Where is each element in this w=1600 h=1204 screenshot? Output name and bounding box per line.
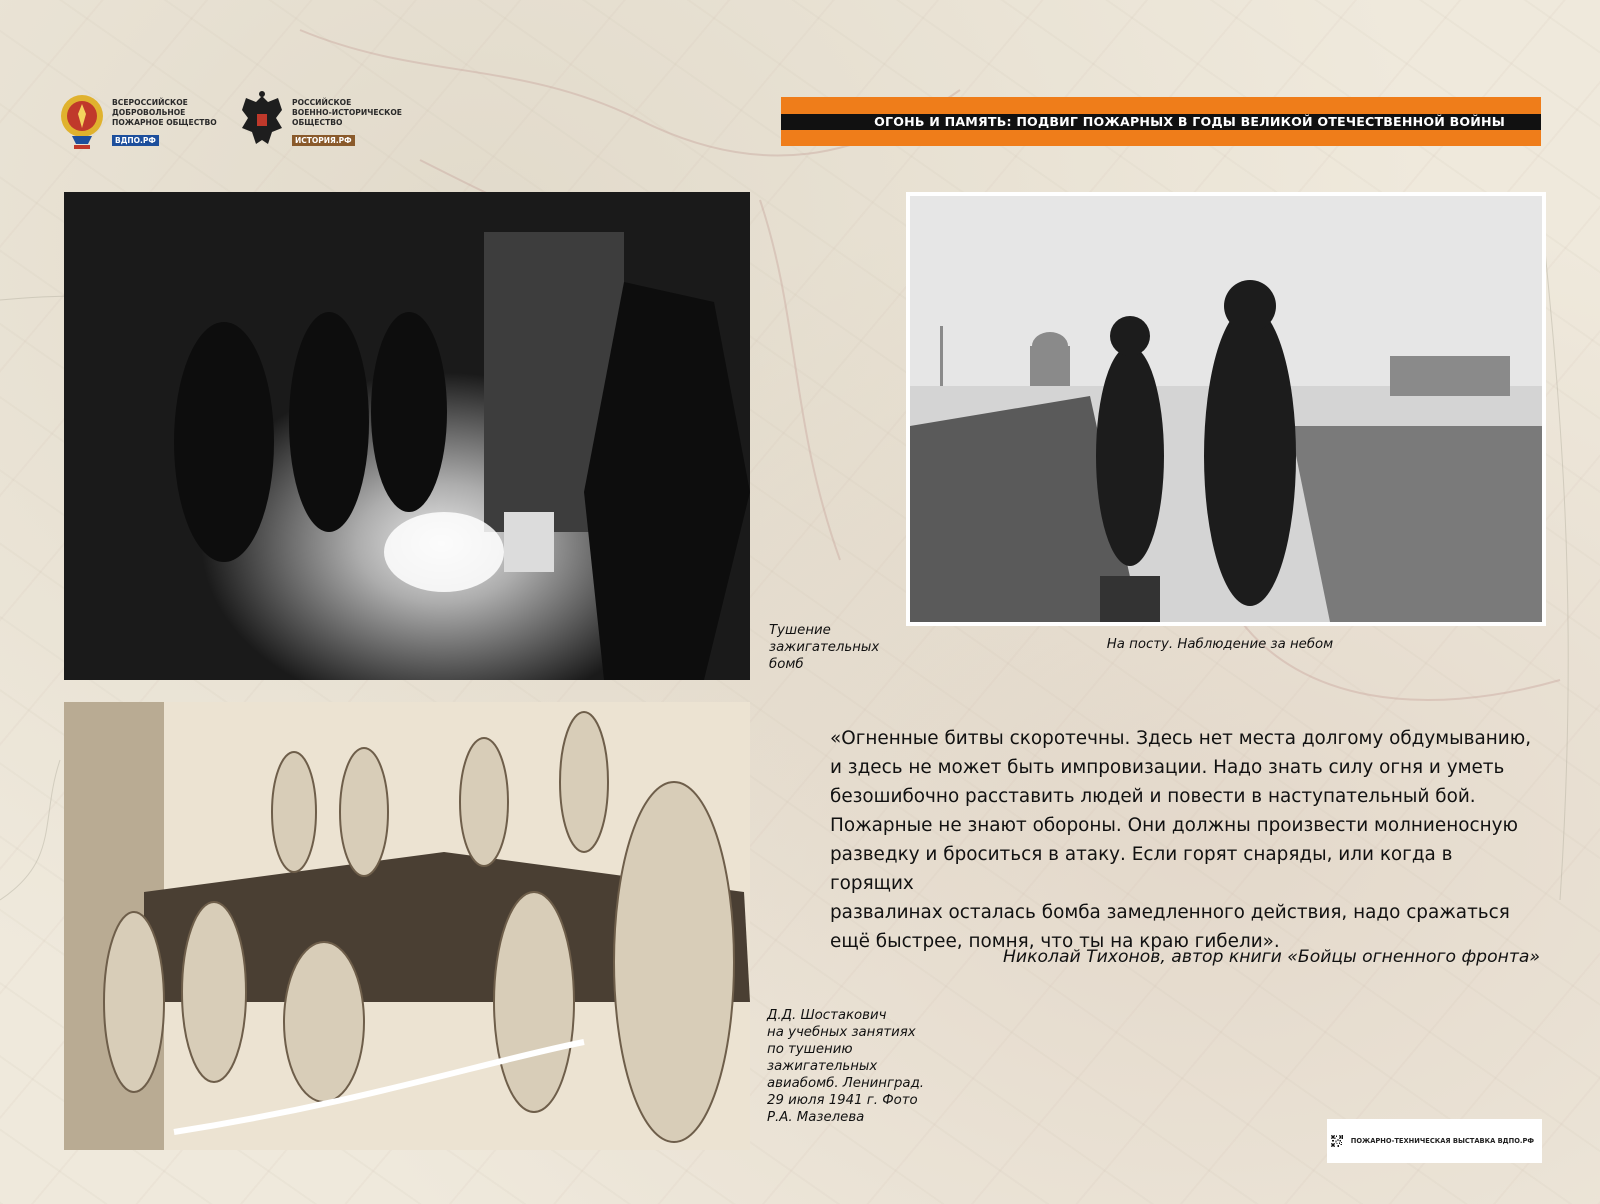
rvio-site-tag[interactable]: ИСТОРИЯ.РФ — [292, 135, 355, 146]
rvio-name: РОССИЙСКОЕ ВОЕННО-ИСТОРИЧЕСКОЕ ОБЩЕСТВО — [292, 98, 402, 127]
photo-rooftop-watch — [906, 192, 1546, 626]
exhibition-footer-text[interactable]: ПОЖАРНО-ТЕХНИЧЕСКАЯ ВЫСТАВКА ВДПО.РФ — [1350, 1137, 1534, 1145]
caption-incendiary-bombs: Тушение зажигательных бомб — [769, 623, 880, 672]
exhibition-title: ОГОНЬ И ПАМЯТЬ: ПОДВИГ ПОЖАРНЫХ В ГОДЫ ВЕЛИКОЙ ОТЕЧЕСТВЕННОЙ ВОЙНЫ — [874, 114, 1505, 129]
photo-incendiary-bombs — [64, 192, 750, 680]
double-headed-eagle-icon — [238, 88, 286, 150]
vdpo-name: ВСЕРОССИЙСКОЕ ДОБРОВОЛЬНОЕ ПОЖАРНОЕ ОБЩЕСТВО — [112, 98, 217, 127]
quote-text: «Огненные битвы скоротечны. Здесь нет места долгому обдумыванию, и здесь не может быть импровизации. Надо знать силу огня и уметь безошибочно расставить людей и повести в наступательный бой. Пожарные не знают обороны. Они должны произвести молниеносную разведку и броситься в атаку. Если горят снаряды, или когда в горящих развалинах осталась бомба замедленного действия, надо сражаться ещё быстрее, помня, что ты на краю гибели». — [830, 728, 1532, 952]
quote-author: Николай Тихонов, автор книги «Бойцы огненного фронта» — [1002, 947, 1540, 967]
caption-shostakovich: Д.Д. Шостакович на учебных занятиях по тушению зажигательных авиабомб. Ленинград. 29 июля 1941 г. Фото Р.А. Мазелева — [767, 1008, 924, 1125]
rvio-logo[interactable] — [238, 88, 402, 150]
qr-code-icon[interactable] — [1331, 1122, 1343, 1160]
vdpo-emblem-icon — [58, 88, 106, 150]
photo-shostakovich-training — [64, 702, 750, 1150]
vdpo-logo[interactable] — [58, 88, 217, 150]
vdpo-site-tag[interactable]: ВДПО.РФ — [112, 135, 159, 146]
exhibition-footer[interactable] — [1327, 1119, 1542, 1163]
title-band — [781, 97, 1541, 146]
caption-rooftop-watch: На посту. Наблюдение за небом — [1106, 637, 1334, 652]
